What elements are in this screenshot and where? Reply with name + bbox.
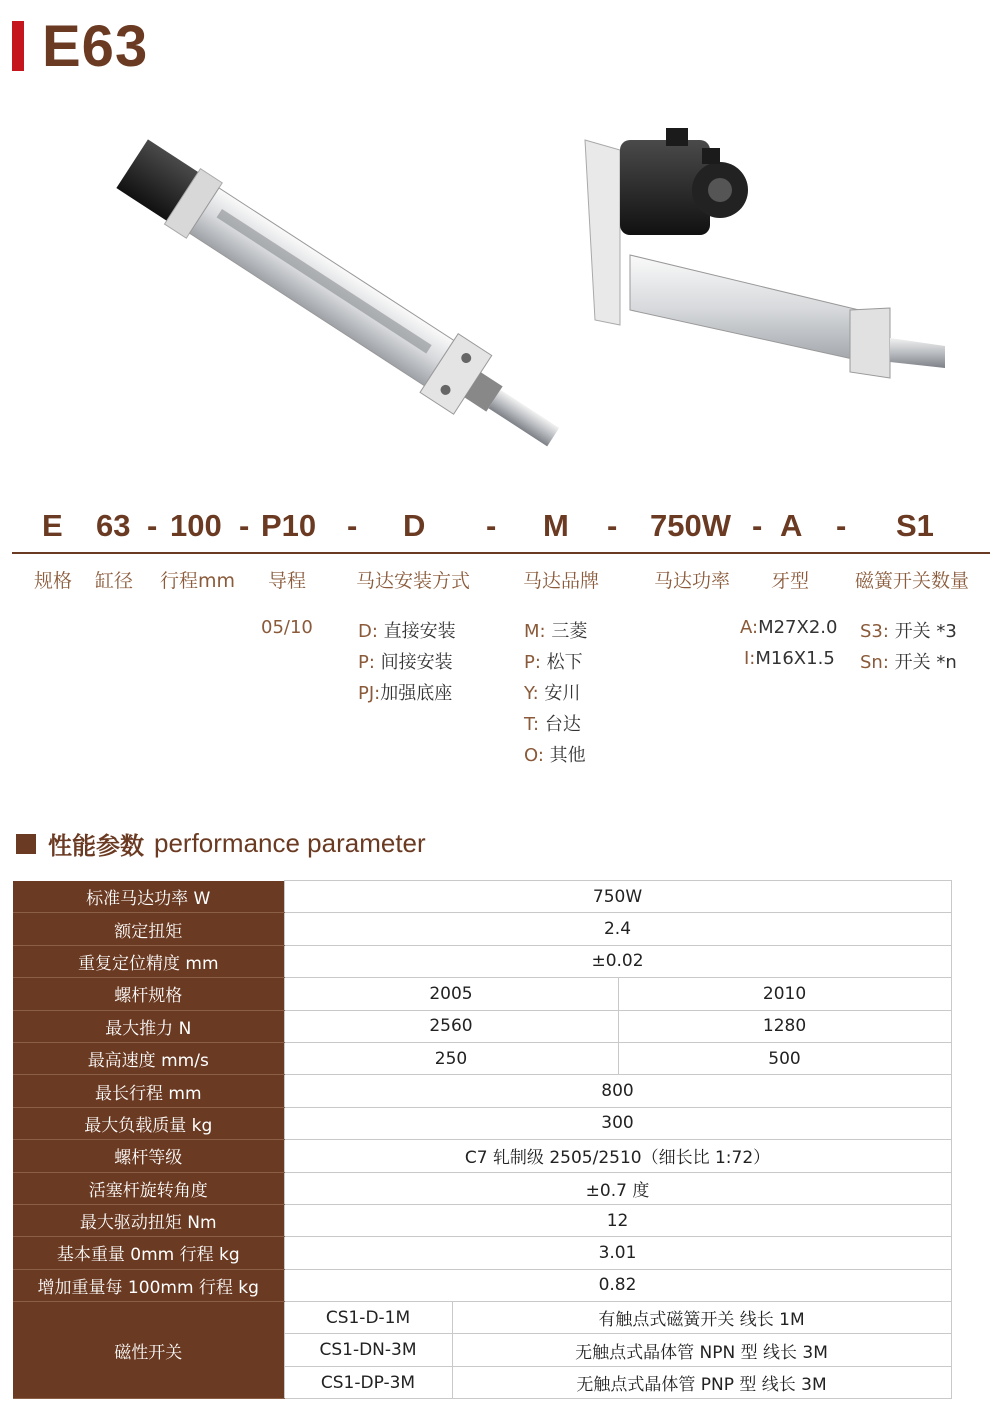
actuator-direct-mount <box>113 134 572 466</box>
row-label: 额定扭矩 <box>13 913 284 945</box>
actuator-illustrations <box>90 110 970 500</box>
lead-option: 05/10 <box>261 617 313 638</box>
row-label: 标准马达功率 W <box>13 881 284 913</box>
code-bore: 63 <box>96 508 131 543</box>
row-value: 250 <box>284 1042 618 1074</box>
code-dash: - <box>239 508 250 543</box>
switch-desc: 无触点式晶体管 NPN 型 线长 3M <box>452 1334 951 1366</box>
row-value: 800 <box>284 1075 951 1107</box>
row-value: 1280 <box>618 1010 951 1042</box>
code-brand: M <box>543 508 569 543</box>
mount-option: P: 间接安装 <box>358 652 453 673</box>
row-label: 基本重量 0mm 行程 kg <box>13 1237 284 1269</box>
section-heading <box>16 826 426 861</box>
switch-label: 磁性开关 <box>13 1302 284 1399</box>
field-label: 导程 <box>268 570 307 592</box>
code-mount: D <box>403 508 426 543</box>
section-title-cn: 性能参数 <box>48 832 144 860</box>
row-value: C7 轧制级 2505/2510（细长比 1:72） <box>284 1140 951 1172</box>
actuator-parallel-mount <box>585 128 945 378</box>
row-value: 300 <box>284 1107 951 1139</box>
model-code <box>0 508 1000 552</box>
table-row <box>13 1075 951 1107</box>
code-dash: - <box>836 508 847 543</box>
code-switch: S1 <box>896 508 934 543</box>
row-value: ±0.7 度 <box>284 1172 951 1204</box>
code-dash: - <box>347 508 358 543</box>
field-label: 牙型 <box>771 570 810 592</box>
code-dash: - <box>752 508 763 543</box>
row-label: 最大驱动扭矩 Nm <box>13 1204 284 1236</box>
table-row <box>13 1140 951 1172</box>
product-images <box>90 110 970 500</box>
row-label: 活塞杆旋转角度 <box>13 1172 284 1204</box>
brand-option: M: 三菱 <box>524 621 588 642</box>
header <box>12 13 149 79</box>
title-accent-bar <box>12 21 24 71</box>
spec-table <box>13 880 952 1399</box>
field-label: 行程mm <box>160 570 236 592</box>
brand-option: O: 其他 <box>524 745 586 766</box>
brand-option: P: 松下 <box>524 652 583 673</box>
row-value: 3.01 <box>284 1237 951 1269</box>
field-label: 磁簧开关数量 <box>855 570 970 592</box>
brand-option: Y: 安川 <box>524 683 581 704</box>
row-label: 增加重量每 100mm 行程 kg <box>13 1269 284 1301</box>
brand-option: T: 台达 <box>524 714 581 735</box>
table-row <box>13 1237 951 1269</box>
row-value: 2560 <box>284 1010 618 1042</box>
row-value: 2.4 <box>284 913 951 945</box>
row-value: ±0.02 <box>284 945 951 977</box>
row-label: 最长行程 mm <box>13 1075 284 1107</box>
switch-desc: 无触点式晶体管 PNP 型 线长 3M <box>452 1366 951 1398</box>
table-row <box>13 1172 951 1204</box>
switch-option: S3: 开关 *3 <box>860 621 957 642</box>
row-label: 最高速度 mm/s <box>13 1042 284 1074</box>
table-row <box>13 913 951 945</box>
row-label: 重复定位精度 mm <box>13 945 284 977</box>
table-row <box>13 1269 951 1301</box>
field-label: 缸径 <box>95 570 134 592</box>
code-stroke: 100 <box>170 508 222 543</box>
row-label: 最大推力 N <box>13 1010 284 1042</box>
switch-model: CS1-DP-3M <box>284 1366 452 1398</box>
mount-option: PJ:加强底座 <box>358 683 453 704</box>
table-row <box>13 1010 951 1042</box>
divider <box>12 552 990 554</box>
row-value: 500 <box>618 1042 951 1074</box>
switch-desc: 有触点式磁簧开关 线长 1M <box>452 1302 951 1334</box>
thread-option: I:M16X1.5 <box>744 648 835 669</box>
table-row <box>13 881 951 913</box>
field-label: 马达功率 <box>654 570 731 592</box>
thread-option: A:M27X2.0 <box>740 617 838 638</box>
code-dash: - <box>147 508 158 543</box>
code-thread: A <box>780 508 803 543</box>
field-label: 规格 <box>34 570 73 592</box>
table-row <box>13 1042 951 1074</box>
field-label: 马达安装方式 <box>356 570 471 592</box>
mount-option: D: 直接安装 <box>358 621 456 642</box>
row-value: 2010 <box>618 978 951 1010</box>
page-title: E63 <box>42 13 149 79</box>
row-label: 螺杆等级 <box>13 1140 284 1172</box>
section-square-icon <box>16 834 36 854</box>
row-label: 螺杆规格 <box>13 978 284 1010</box>
row-value: 750W <box>284 881 951 913</box>
code-lead: P10 <box>261 508 317 543</box>
table-row <box>13 978 951 1010</box>
row-value: 12 <box>284 1204 951 1236</box>
section-title-en: performance parameter <box>154 828 426 858</box>
code-dash: - <box>607 508 618 543</box>
switch-model: CS1-D-1M <box>284 1302 452 1334</box>
code-power: 750W <box>650 508 731 543</box>
code-series: E <box>42 508 63 543</box>
switch-option: Sn: 开关 *n <box>860 652 957 673</box>
table-row <box>13 945 951 977</box>
table-row <box>13 1107 951 1139</box>
row-label: 最大负载质量 kg <box>13 1107 284 1139</box>
row-value: 2005 <box>284 978 618 1010</box>
field-label: 马达品牌 <box>523 570 600 592</box>
code-dash: - <box>486 508 497 543</box>
switch-model: CS1-DN-3M <box>284 1334 452 1366</box>
row-value: 0.82 <box>284 1269 951 1301</box>
table-row <box>13 1302 951 1334</box>
table-row <box>13 1204 951 1236</box>
